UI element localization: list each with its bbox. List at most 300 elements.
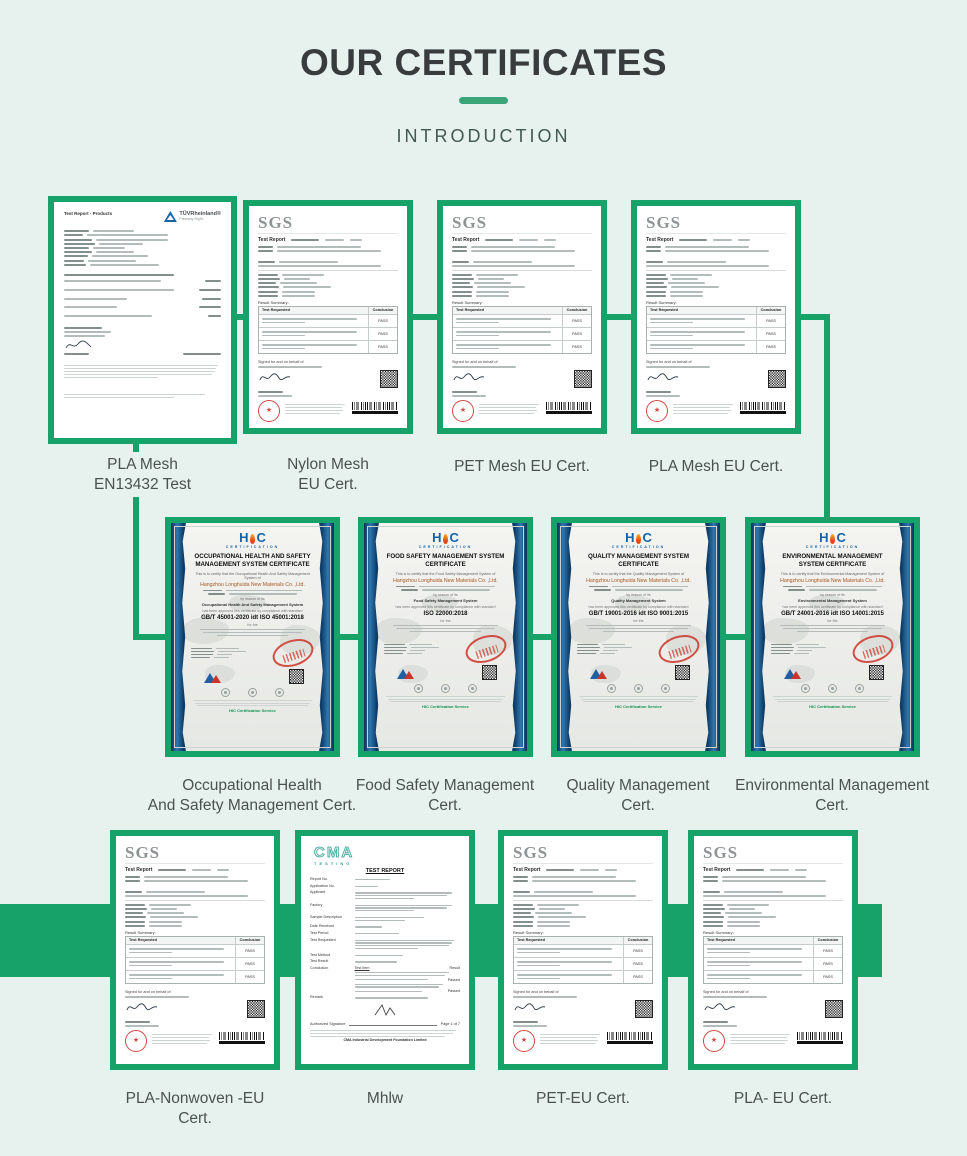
table-row xyxy=(647,327,785,340)
text-line-placeholder xyxy=(703,876,718,878)
cell-conclusion: PASS xyxy=(623,971,652,983)
text-line-placeholder xyxy=(283,286,331,288)
text-line-placeholder xyxy=(456,331,551,333)
text-line-placeholder xyxy=(355,955,404,956)
scope-lines xyxy=(191,629,314,636)
caption-line: Cert. xyxy=(428,797,462,815)
cma-field-row xyxy=(310,915,460,923)
document-header xyxy=(64,211,221,222)
field-value xyxy=(355,931,461,936)
spacer xyxy=(258,254,398,258)
text-line-placeholder xyxy=(771,653,790,654)
label-value-row xyxy=(513,876,653,878)
label-value-row xyxy=(703,908,843,910)
text-line-placeholder xyxy=(125,891,142,893)
signature-scribble xyxy=(646,370,680,389)
qr-code xyxy=(869,665,884,680)
text-line-placeholder xyxy=(670,295,704,297)
summary-label: Result Summary: xyxy=(452,299,483,305)
sgs-logo-text: SGS xyxy=(452,213,488,232)
cma-field-row xyxy=(310,931,460,936)
certification-label: CERTIFICATION xyxy=(418,545,473,549)
text-line-placeholder xyxy=(513,876,528,878)
label-value-row xyxy=(258,291,398,293)
field-label: Applicant xyxy=(310,890,326,895)
field-label: Test Method xyxy=(310,952,331,957)
text-line-placeholder xyxy=(410,650,425,651)
label-value-row xyxy=(452,286,592,288)
text-line-placeholder xyxy=(797,650,812,651)
text-line-placeholder xyxy=(99,243,143,245)
text-line-placeholder xyxy=(577,647,600,648)
caption-line: EU Cert. xyxy=(298,476,358,494)
hic-document xyxy=(557,523,720,751)
label-value-row xyxy=(703,925,843,927)
text-line-placeholder xyxy=(64,264,86,266)
red-stamp-icon xyxy=(703,1030,725,1052)
text-line-placeholder xyxy=(355,892,452,893)
label-value-row xyxy=(258,250,398,252)
footer-fine-print xyxy=(152,1030,214,1047)
text-line-placeholder xyxy=(355,886,378,887)
text-line-placeholder xyxy=(476,291,510,293)
text-line-placeholder xyxy=(703,895,826,897)
label-value-row xyxy=(513,908,653,910)
signatory-row xyxy=(64,353,221,355)
text-line-placeholder xyxy=(92,255,149,257)
label-value-row xyxy=(513,912,653,914)
seal-icon xyxy=(607,684,616,693)
caption-line: Cert. xyxy=(815,797,849,815)
qr-code xyxy=(768,370,786,388)
table-row xyxy=(259,327,397,340)
column-test-requested: Test Requested xyxy=(650,308,678,313)
text-line-placeholder xyxy=(670,274,712,276)
text-line-placeholder xyxy=(513,891,530,893)
text-line-placeholder xyxy=(64,327,102,329)
caption-line: PET Mesh EU Cert. xyxy=(454,458,590,475)
certificate-title: FOOD SAFETY MANAGEMENT SYSTEM CERTIFICATE xyxy=(386,553,505,569)
certificate-info xyxy=(384,642,453,656)
sgs-logo-text: SGS xyxy=(513,843,549,862)
column-test-requested: Test Requested xyxy=(517,938,545,943)
text-line-placeholder xyxy=(513,996,577,998)
text-line-placeholder xyxy=(325,239,343,241)
flame-icon xyxy=(443,534,448,544)
qr-code xyxy=(247,1000,265,1018)
text-line-placeholder xyxy=(384,647,407,648)
guilloche-band-right xyxy=(705,523,720,751)
text-line-placeholder xyxy=(703,908,725,910)
field-value xyxy=(355,890,461,900)
text-line-placeholder xyxy=(285,407,342,408)
sgs-document xyxy=(694,836,852,1064)
field-label: Sample Description xyxy=(310,914,342,919)
certificate-mhlw xyxy=(295,830,475,1070)
text-line-placeholder xyxy=(478,278,503,280)
certificate-caption xyxy=(712,776,952,816)
divider xyxy=(258,270,398,271)
seal-icon xyxy=(275,688,284,697)
text-line-placeholder xyxy=(665,250,769,252)
report-header-row xyxy=(703,867,843,873)
field-label: Date Received xyxy=(310,924,335,929)
document-footer xyxy=(125,1030,265,1052)
footer-fine-print xyxy=(540,1030,602,1047)
caption-line: Environmental Management xyxy=(735,777,929,794)
report-title: Test Report xyxy=(452,237,480,243)
spacer xyxy=(646,254,786,258)
tuv-brand: TÜVRheinland® xyxy=(179,211,221,217)
guilloche-band-right xyxy=(319,523,334,751)
text-line-placeholder xyxy=(579,696,697,697)
document-footer xyxy=(513,1030,653,1052)
certificate-pet-eu xyxy=(498,830,668,1070)
text-line-placeholder xyxy=(586,625,692,626)
text-line-placeholder xyxy=(650,331,745,333)
text-line-placeholder xyxy=(477,286,525,288)
text-line-placeholder xyxy=(64,255,88,257)
table-header-row xyxy=(647,307,785,314)
label-value-row xyxy=(646,286,786,288)
passed-value: Passed xyxy=(447,989,460,994)
guilloche-band-left xyxy=(751,523,766,751)
cell-test-requested xyxy=(126,945,235,957)
text-line-placeholder xyxy=(90,264,159,266)
barcode xyxy=(352,402,398,410)
qr-code xyxy=(825,1000,843,1018)
approved-line: has been approved this certificate by compliance with standard xyxy=(588,605,689,609)
text-line-placeholder xyxy=(129,978,172,980)
text-line-placeholder xyxy=(125,912,143,914)
label-value-row xyxy=(258,261,398,263)
text-line-placeholder xyxy=(285,410,343,411)
text-line-placeholder xyxy=(386,696,504,697)
system-name: Occupational Health And Safety Management System xyxy=(201,602,304,607)
company-name: Hangzhou Longhuida New Materials Co. ,Ltd. xyxy=(586,578,691,585)
summary-label: Result Summary: xyxy=(513,929,544,935)
label-value-row xyxy=(703,921,843,923)
text-line-placeholder xyxy=(703,912,721,914)
red-stamp-icon xyxy=(258,400,280,422)
text-line-placeholder xyxy=(612,586,688,587)
text-line-placeholder xyxy=(775,699,891,700)
text-line-placeholder xyxy=(794,653,809,654)
flame-icon xyxy=(636,534,641,544)
text-line-placeholder xyxy=(646,366,710,368)
text-line-placeholder xyxy=(144,880,248,882)
stamp-mark xyxy=(282,649,306,664)
spacer xyxy=(64,222,221,228)
connector-left-vertical xyxy=(133,497,139,640)
label-value-row xyxy=(703,876,843,878)
label-value-row xyxy=(703,916,843,918)
stamp-mark xyxy=(668,645,692,660)
spacer xyxy=(64,386,221,392)
label-value-row xyxy=(64,247,221,249)
seal-icon xyxy=(414,684,423,693)
text-line-placeholder xyxy=(707,974,802,976)
guilloche-band-left xyxy=(557,523,572,751)
label-value-row xyxy=(646,261,786,263)
text-line-placeholder xyxy=(258,291,278,293)
text-line-placeholder xyxy=(517,948,612,950)
system-name: Quality Management System xyxy=(611,598,666,603)
text-line-placeholder xyxy=(479,413,534,414)
divider xyxy=(513,900,653,901)
caption-line: Mhlw xyxy=(366,1090,404,1107)
address-row xyxy=(577,589,700,590)
for-the-line: for the xyxy=(247,623,258,627)
text-line-placeholder xyxy=(456,318,551,320)
caption-line: Cert. xyxy=(178,1110,212,1128)
info-row xyxy=(191,651,260,652)
certificate-pet-mesh-eu xyxy=(437,200,607,434)
signature-scribble xyxy=(452,370,486,389)
text-line-placeholder xyxy=(452,366,516,368)
certificate-content xyxy=(771,530,894,745)
text-line-placeholder xyxy=(284,278,309,280)
signed-label: Signed for and on behalf of xyxy=(646,359,692,364)
text-line-placeholder xyxy=(355,979,429,980)
text-line-placeholder xyxy=(64,298,127,300)
text-line-placeholder xyxy=(713,239,731,241)
text-line-placeholder xyxy=(452,246,467,248)
text-line-placeholder xyxy=(471,250,575,252)
text-line-placeholder xyxy=(355,917,425,918)
text-line-placeholder xyxy=(96,251,134,253)
text-line-placeholder xyxy=(452,282,470,284)
sgs-logo xyxy=(703,844,843,864)
text-line-placeholder xyxy=(419,586,495,587)
label-value-row xyxy=(125,908,265,910)
text-line-placeholder xyxy=(258,366,322,368)
text-line-placeholder xyxy=(452,250,467,252)
field-label: Conclusion xyxy=(310,965,329,970)
hic-logo xyxy=(384,530,507,544)
text-line-placeholder xyxy=(452,286,473,288)
label-value-row xyxy=(703,912,843,914)
text-line-placeholder xyxy=(771,650,793,651)
cell-conclusion: PASS xyxy=(756,328,785,340)
text-line-placeholder xyxy=(703,1025,737,1027)
text-line-placeholder xyxy=(262,322,305,324)
certificate-caption xyxy=(621,457,811,477)
field-value xyxy=(355,884,461,889)
cell-test-requested xyxy=(259,341,368,353)
text-line-placeholder xyxy=(64,394,205,395)
info-row xyxy=(771,650,840,651)
text-line-placeholder xyxy=(355,945,450,946)
sgs-logo-text: SGS xyxy=(258,213,294,232)
cell-conclusion: PASS xyxy=(235,958,264,970)
report-title: Test Report xyxy=(513,867,541,873)
text-line-placeholder xyxy=(471,246,555,248)
cell-conclusion: PASS xyxy=(368,315,397,327)
certificate-title: ENVIRONMENTAL MANAGEMENT SYSTEM CERTIFICATE xyxy=(782,553,883,569)
text-line-placeholder xyxy=(217,635,288,636)
text-line-placeholder xyxy=(258,246,273,248)
flame-icon xyxy=(250,534,255,544)
text-line-placeholder xyxy=(93,247,124,249)
for-the-line: for the xyxy=(440,619,451,623)
text-line-placeholder xyxy=(602,644,625,645)
seal-icon xyxy=(801,684,810,693)
hic-document xyxy=(171,523,334,751)
accreditation-seals xyxy=(771,684,894,693)
label-value-row xyxy=(703,891,843,893)
text-line-placeholder xyxy=(217,869,230,871)
text-line-placeholder xyxy=(262,348,305,350)
cma-field-row xyxy=(310,877,460,882)
info-row xyxy=(384,644,453,645)
address-row xyxy=(191,590,314,591)
label-value-row xyxy=(452,250,592,252)
footer-fine-print xyxy=(730,1030,792,1047)
sgs-document xyxy=(116,836,274,1064)
text-line-placeholder xyxy=(262,331,357,333)
red-stamp-icon xyxy=(655,630,703,668)
text-line-placeholder xyxy=(129,965,172,967)
stamp-star-icon xyxy=(711,1037,717,1044)
sgs-logo xyxy=(125,844,265,864)
stamp-star-icon xyxy=(266,407,272,414)
red-stamp-icon xyxy=(646,400,668,422)
spacer xyxy=(125,884,265,888)
info-row xyxy=(577,653,646,654)
cell-conclusion: PASS xyxy=(813,945,842,957)
certificate-pla-mesh-en13432-test xyxy=(48,196,237,444)
text-line-placeholder xyxy=(479,404,539,405)
certificate-caption xyxy=(483,1089,683,1109)
text-line-placeholder xyxy=(258,278,280,280)
text-line-placeholder xyxy=(707,961,802,963)
certification-body-logo xyxy=(201,671,223,683)
result-row xyxy=(64,313,221,319)
company-name: Hangzhou Longhuida New Materials Co. ,Ltd. xyxy=(780,578,885,585)
signature-row xyxy=(258,370,398,389)
cma-field-row xyxy=(310,924,460,929)
table-row xyxy=(259,340,397,353)
standard-code: ISO 22000:2018 xyxy=(423,611,468,617)
spacer xyxy=(513,984,653,988)
text-line-placeholder xyxy=(517,952,560,954)
seal-inner xyxy=(804,687,807,690)
signature-scribble xyxy=(64,339,221,351)
sgs-logo-text: SGS xyxy=(703,843,739,862)
text-line-placeholder xyxy=(64,368,216,369)
stamp-star-icon xyxy=(133,1037,139,1044)
caption-line: PLA- EU Cert. xyxy=(733,1090,833,1107)
info-row xyxy=(771,647,840,648)
passed-row xyxy=(355,978,461,982)
cell-test-requested xyxy=(647,315,756,327)
text-line-placeholder xyxy=(355,920,406,921)
cell-test-requested xyxy=(453,315,562,327)
text-line-placeholder xyxy=(783,628,881,629)
cell-conclusion: PASS xyxy=(562,315,591,327)
label-value-row xyxy=(64,260,221,262)
text-line-placeholder xyxy=(125,996,189,998)
label-value-row xyxy=(452,295,592,297)
text-line-placeholder xyxy=(646,278,668,280)
address-row xyxy=(384,589,507,590)
hic-logo xyxy=(191,530,314,544)
report-header-row xyxy=(513,867,653,873)
by-reason-line: by reason of its xyxy=(433,592,458,597)
text-line-placeholder xyxy=(456,344,551,346)
text-line-placeholder xyxy=(192,869,210,871)
text-line-placeholder xyxy=(64,365,218,366)
text-line-placeholder xyxy=(646,391,671,393)
mountain-icon xyxy=(597,671,607,679)
text-line-placeholder xyxy=(146,891,205,893)
text-line-placeholder xyxy=(537,925,571,927)
certify-line: This is to certify that the Occupational Health And Safety Management System of xyxy=(195,571,310,580)
text-line-placeholder xyxy=(673,410,731,411)
text-line-placeholder xyxy=(407,653,422,654)
service-label: HIC Certification Service xyxy=(229,707,276,713)
accreditation-seals xyxy=(384,684,507,693)
text-line-placeholder xyxy=(667,261,726,263)
connector-right-vertical xyxy=(824,314,830,520)
mountain-icon xyxy=(404,671,414,679)
certificate-caption xyxy=(48,455,237,495)
text-line-placeholder xyxy=(191,654,213,655)
signature-line xyxy=(349,1019,436,1026)
text-line-placeholder xyxy=(646,282,664,284)
table-row xyxy=(704,957,842,970)
divider xyxy=(125,900,265,901)
hic-logo-letter: C xyxy=(449,530,459,545)
text-line-placeholder xyxy=(646,250,661,252)
qr-code xyxy=(675,665,690,680)
info-row xyxy=(191,654,260,655)
caption-line: EN13432 Test xyxy=(93,476,192,494)
report-title: Test Report xyxy=(258,237,286,243)
text-line-placeholder xyxy=(280,282,316,284)
text-line-placeholder xyxy=(727,904,769,906)
text-line-placeholder xyxy=(87,234,169,236)
text-line-placeholder xyxy=(183,353,221,355)
guilloche-band-left xyxy=(171,523,186,751)
certificate-info xyxy=(771,642,840,656)
footer-barcode-block xyxy=(740,400,786,414)
footer-barcode-block xyxy=(607,1030,653,1044)
by-reason-line: by reason of its xyxy=(820,592,845,597)
text-line-placeholder xyxy=(456,335,499,337)
seal-inner xyxy=(417,687,420,690)
text-line-placeholder xyxy=(149,921,183,923)
tuv-tagline: Precisely Right. xyxy=(179,217,204,221)
fine-print xyxy=(384,696,507,702)
text-line-placeholder xyxy=(64,397,174,398)
text-line-placeholder xyxy=(589,628,687,629)
text-line-placeholder xyxy=(513,921,533,923)
text-line-placeholder xyxy=(64,251,92,253)
signed-label: Signed for and on behalf of xyxy=(125,989,171,994)
text-line-placeholder xyxy=(152,1037,209,1038)
title-accent-bar xyxy=(459,97,508,104)
text-line-placeholder xyxy=(125,916,146,918)
signed-label: Signed for and on behalf of xyxy=(513,989,559,994)
field-label: Test Period xyxy=(310,930,329,935)
red-stamp-icon xyxy=(513,1030,535,1052)
text-line-placeholder xyxy=(594,589,611,590)
text-line-placeholder xyxy=(410,631,481,632)
barcode xyxy=(740,402,786,410)
spacer xyxy=(64,268,221,272)
